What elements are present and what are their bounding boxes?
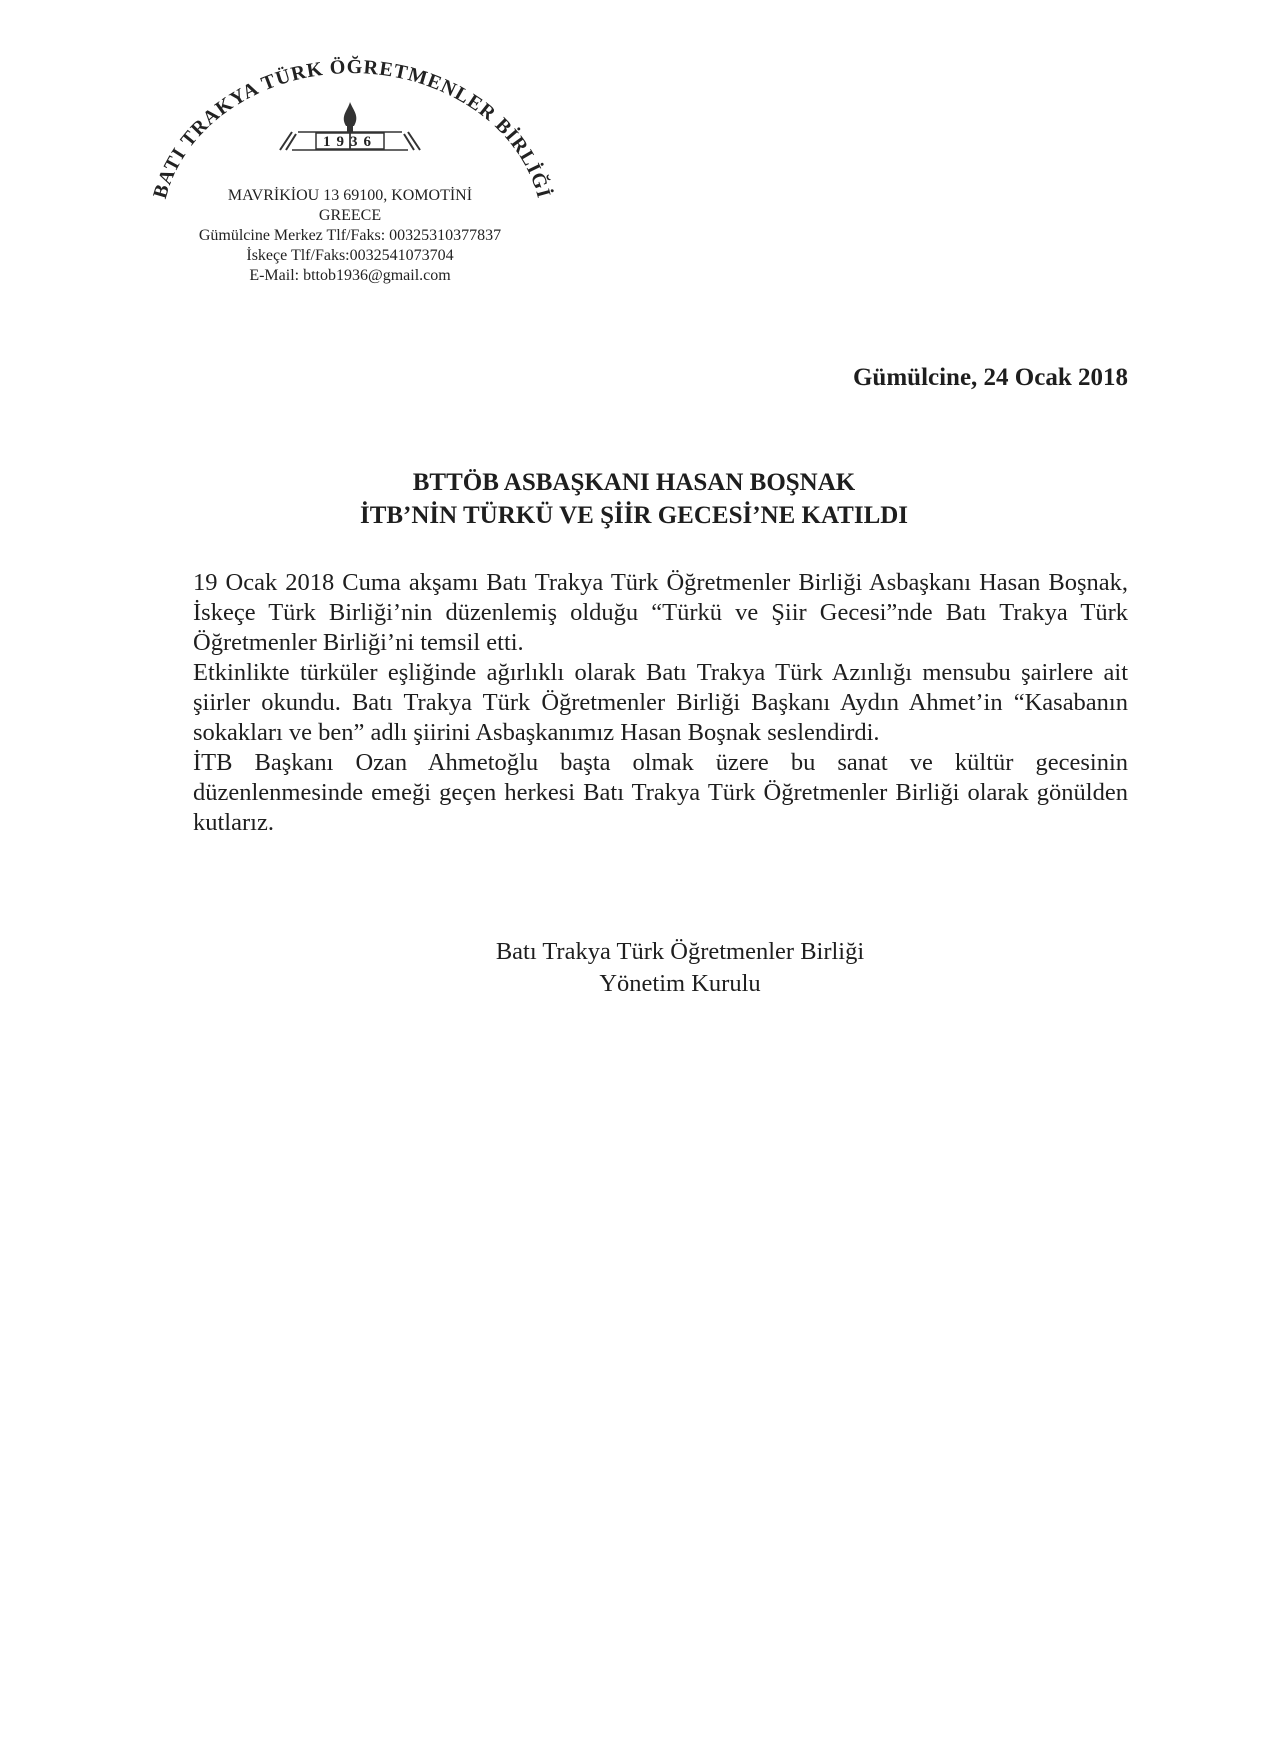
title-line-2: İTB’NİN TÜRKÜ VE ŞİİR GECESİ’NE KATILDI: [359, 502, 909, 529]
torch-icon: [344, 102, 357, 132]
signature-board: Yönetim Kurulu: [599, 970, 761, 997]
address-line-2: GREECE: [318, 207, 382, 224]
logo-year: 1936: [323, 134, 377, 150]
signature-block: [400, 936, 960, 1000]
body-paragraph-1: 19 Ocak 2018 Cuma akşamı Batı Trakya Türk Öğretmenler Birliği Asbaşkanı Hasan Boşnak, İskeçe Türk Birliği’nin düzenlemiş olduğu “Türkü ve Şiir Gecesi”nde Batı Trakya Türk Öğretmenler Birliği’ni temsil etti.: [193, 569, 1128, 656]
signature-org: Batı Trakya Türk Öğretmenler Birliği: [495, 938, 865, 965]
phone-xanthi: İskeçe Tlf/Faks:0032541073704: [246, 247, 454, 264]
phone-komotini: Gümülcine Merkez Tlf/Faks: 00325310377837: [198, 227, 502, 244]
body-paragraph-3: İTB Başkanı Ozan Ahmetoğlu başta olmak üzere bu sanat ve kültür gecesinin düzenlenmesinde emeği geçen herkesi Batı Trakya Türk Öğretmenler Birliği olarak gönülden kutlarız.: [193, 749, 1128, 836]
document-title: [0, 466, 1268, 532]
letterhead-address: [150, 186, 550, 286]
date-line: Gümülcine, 24 Ocak 2018: [852, 364, 1128, 391]
org-arc-text: BATI TRAKYA TÜRK ÖĞRETMENLER BİRLİĞİ: [149, 56, 555, 201]
address-line-1: MAVRİKİOU 13 69100, KOMOTİNİ: [227, 187, 473, 204]
title-line-1: BTTÖB ASBAŞKANI HASAN BOŞNAK: [412, 469, 856, 496]
body-paragraph-2: Etkinlikte türküler eşliğinde ağırlıklı olarak Batı Trakya Türk Azınlığı mensubu şairlere ait şiirler okundu. Batı Trakya Türk Öğretmenler Birliği Başkanı Aydın Ahmet’in “Kasabanın sokakları ve ben” adlı şiirini Asbaşkanımız Hasan Boşnak seslendirdi.: [193, 659, 1128, 746]
email-address: E-Mail: bttob1936@gmail.com: [249, 267, 451, 284]
document-body: [193, 568, 1128, 838]
